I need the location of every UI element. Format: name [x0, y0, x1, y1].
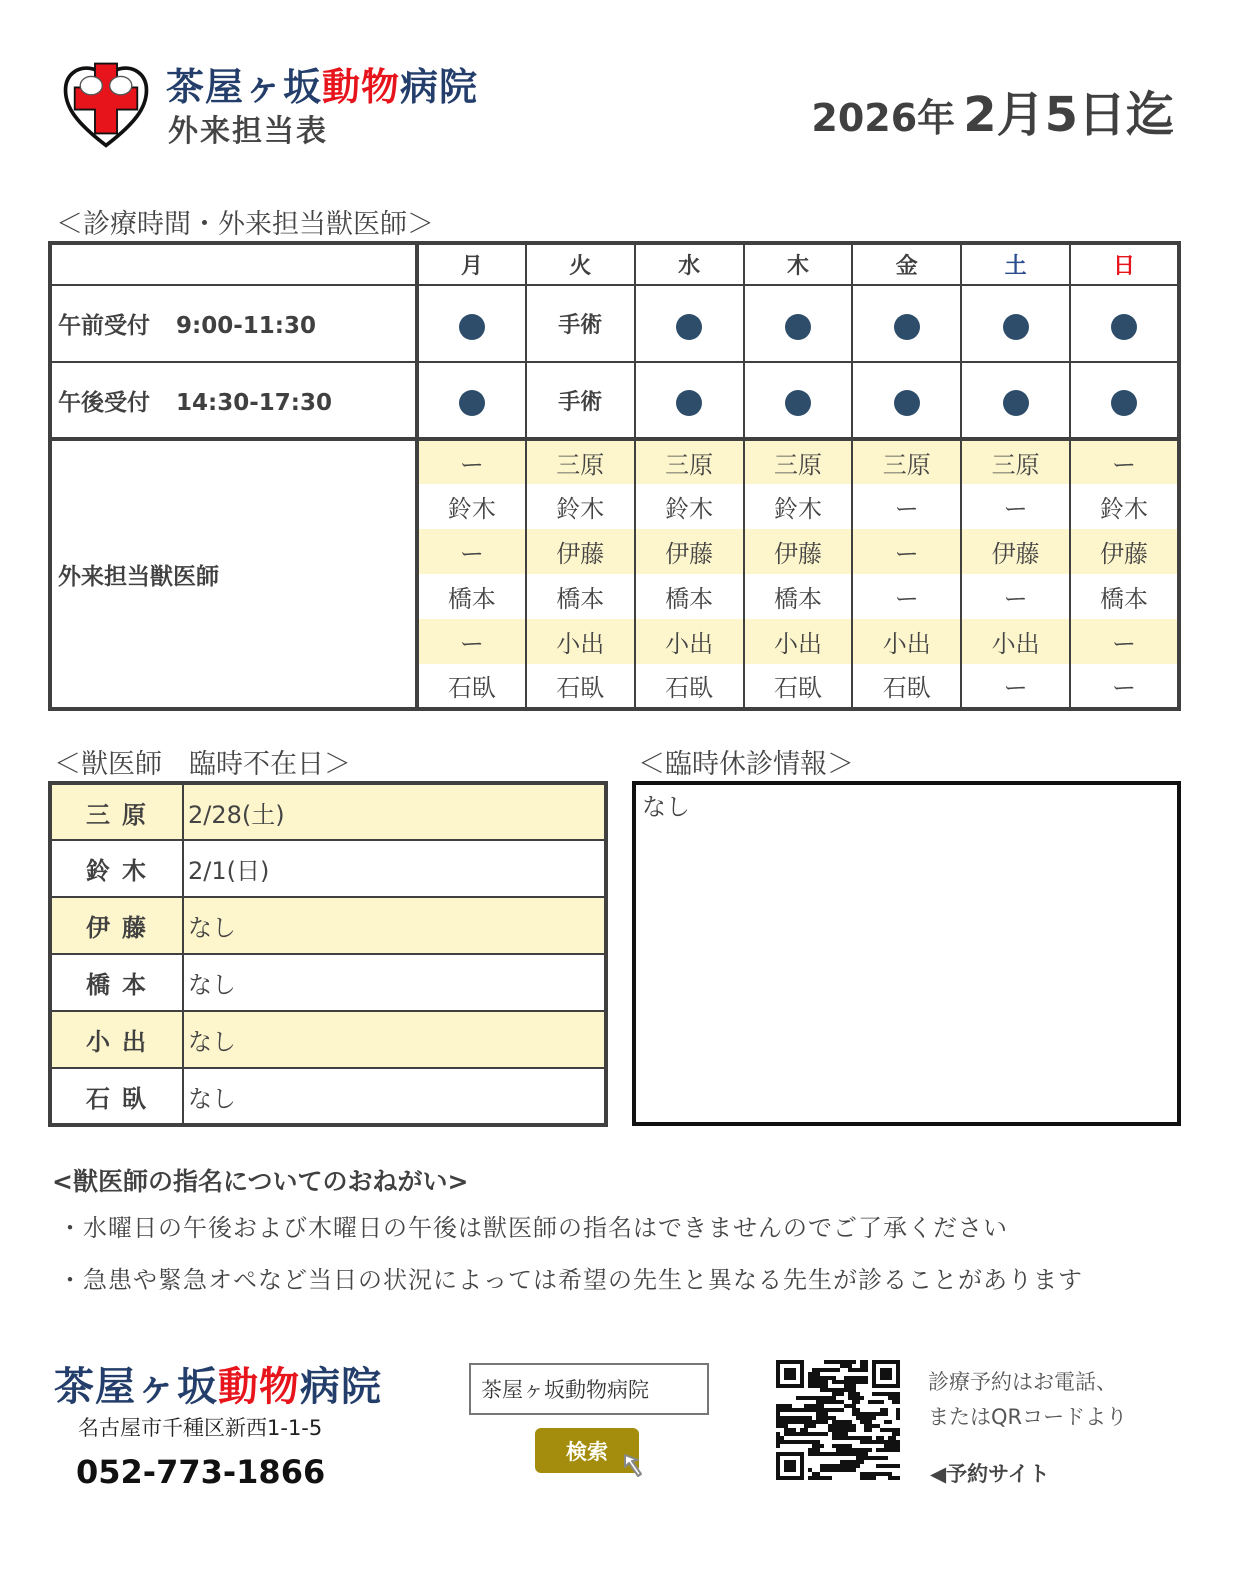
- vet-cell: ー: [961, 574, 1070, 619]
- open-dot-icon: [894, 314, 920, 340]
- vet-cell: 三原: [744, 439, 853, 484]
- vet-cell: 三原: [961, 439, 1070, 484]
- open-dot-icon: [459, 390, 485, 416]
- session-cell: [744, 285, 853, 362]
- vet-cell: 橋本: [1070, 574, 1179, 619]
- vet-cell: 石臥: [744, 664, 853, 709]
- open-dot-icon: [1003, 314, 1029, 340]
- vet-cell: 伊藤: [526, 529, 635, 574]
- session-cell: [526, 362, 635, 439]
- note-item: ・水曜日の午後および木曜日の午後は獣医師の指名はできませんのでご了承ください: [58, 1214, 1008, 1242]
- vet-cell: ー: [417, 439, 526, 484]
- absence-row: [50, 840, 606, 897]
- vet-cell: 伊藤: [635, 529, 744, 574]
- absence-row: [50, 954, 606, 1011]
- vet-cell: 伊藤: [1070, 529, 1179, 574]
- vet-cell: 三原: [635, 439, 744, 484]
- absence-date: 2/1(日): [183, 840, 606, 897]
- vet-cell: 小出: [635, 619, 744, 664]
- absence-date: なし: [183, 1011, 606, 1068]
- vet-cell: 鈴木: [417, 484, 526, 529]
- vet-cell: 橋本: [744, 574, 853, 619]
- absence-table: [48, 781, 608, 1127]
- session-cell: [961, 285, 1070, 362]
- day-header: 月: [417, 243, 526, 285]
- name-part-red: 動物: [218, 1364, 300, 1410]
- vet-cell: 石臥: [635, 664, 744, 709]
- day-header: 木: [744, 243, 853, 285]
- vet-cell: 小出: [852, 619, 961, 664]
- open-dot-icon: [676, 314, 702, 340]
- session-name: 午前受付: [58, 313, 150, 339]
- open-dot-icon: [785, 314, 811, 340]
- vet-row: [50, 439, 1179, 484]
- vet-cell: ー: [852, 484, 961, 529]
- absence-title: ＜獣医師 臨時不在日＞: [54, 749, 351, 780]
- session-cell: [635, 285, 744, 362]
- absence-date: なし: [183, 1068, 606, 1125]
- address: 名古屋市千種区新西1-1-5: [78, 1416, 323, 1440]
- date-month-day: 2月5日迄: [963, 87, 1174, 143]
- open-dot-icon: [1003, 390, 1029, 416]
- schedule-table: [48, 241, 1181, 711]
- open-dot-icon: [1111, 390, 1137, 416]
- schedule-header-row: [50, 243, 1179, 285]
- vet-name: 石臥: [50, 1068, 183, 1125]
- vet-cell: 石臥: [852, 664, 961, 709]
- absence-row: [50, 1068, 606, 1125]
- closure-text: なし: [642, 793, 690, 821]
- qr-caption-line1: 診療予約はお電話、: [928, 1370, 1117, 1394]
- session-name: 午後受付: [58, 389, 150, 416]
- session-cell: [961, 362, 1070, 439]
- vet-cell: 橋本: [526, 574, 635, 619]
- session-cell: [526, 285, 635, 362]
- name-part: 病院: [400, 65, 479, 109]
- vet-cell: 橋本: [417, 574, 526, 619]
- date-year: 2026年: [811, 96, 956, 140]
- vet-cell: ー: [1070, 619, 1179, 664]
- name-part: 病院: [300, 1364, 382, 1410]
- day-header: 金: [852, 243, 961, 285]
- vet-cell: 石臥: [417, 664, 526, 709]
- session-label: [50, 285, 417, 362]
- vet-cell: 三原: [852, 439, 961, 484]
- vet-cell: 三原: [526, 439, 635, 484]
- vet-cell: 小出: [744, 619, 853, 664]
- vet-cell: ー: [1070, 439, 1179, 484]
- vet-cell: 伊藤: [961, 529, 1070, 574]
- absence-date: なし: [183, 954, 606, 1011]
- search-button[interactable]: 検索: [535, 1428, 639, 1473]
- vet-cell: 伊藤: [744, 529, 853, 574]
- name-part: 茶屋ヶ坂: [54, 1364, 218, 1410]
- corner-cell: [50, 243, 417, 285]
- schedule-title: ＜診療時間・外来担当獣医師＞: [56, 209, 434, 240]
- vet-cell: ー: [961, 484, 1070, 529]
- session-label: [50, 362, 417, 439]
- hospital-logo-icon: [60, 58, 152, 150]
- session-cell: [635, 362, 744, 439]
- phone-number: 052-773-1866: [76, 1453, 326, 1491]
- surgery-label: 手術: [558, 389, 603, 415]
- absence-date: 2/28(土): [183, 783, 606, 840]
- footer-hospital-name: [54, 1355, 382, 1412]
- open-dot-icon: [894, 390, 920, 416]
- hospital-name: [166, 56, 478, 111]
- note-item: ・急患や緊急オペなど当日の状況によっては希望の先生と異なる先生が診ることがあります: [58, 1266, 1083, 1294]
- pointer-cursor-icon: [622, 1452, 646, 1480]
- vet-cell: ー: [417, 529, 526, 574]
- session-cell: [417, 285, 526, 362]
- session-time: 9:00-11:30: [176, 313, 316, 339]
- vet-cell: 小出: [961, 619, 1070, 664]
- vet-cell: 鈴木: [635, 484, 744, 529]
- day-header: 水: [635, 243, 744, 285]
- valid-until-date: [811, 76, 1174, 145]
- vet-cell: ー: [852, 574, 961, 619]
- session-cell: [1070, 362, 1179, 439]
- vet-cell: ー: [961, 664, 1070, 709]
- vet-cell: ー: [1070, 664, 1179, 709]
- reservation-site-link[interactable]: ◀予約サイト: [930, 1462, 1050, 1486]
- notes-title: <獣医師の指名についてのおねがい>: [52, 1167, 469, 1196]
- vet-cell: 小出: [526, 619, 635, 664]
- search-input[interactable]: [469, 1363, 709, 1415]
- vet-name: 鈴木: [50, 840, 183, 897]
- vet-cell: 鈴木: [744, 484, 853, 529]
- closure-info-box: [632, 781, 1181, 1126]
- session-row-afternoon: [50, 362, 1179, 439]
- session-cell: [417, 362, 526, 439]
- closure-title: ＜臨時休診情報＞: [638, 749, 854, 780]
- session-cell: [744, 362, 853, 439]
- vet-cell: 鈴木: [526, 484, 635, 529]
- vet-name: 小出: [50, 1011, 183, 1068]
- session-row-morning: [50, 285, 1179, 362]
- name-part: 茶屋ヶ坂: [166, 65, 323, 109]
- page-subtitle: 外来担当表: [168, 114, 328, 149]
- day-header-sunday: 日: [1070, 243, 1179, 285]
- qr-caption-line2: またはQRコードより: [928, 1405, 1128, 1429]
- vet-cell: ー: [417, 619, 526, 664]
- surgery-label: 手術: [558, 313, 603, 338]
- session-time: 14:30-17:30: [176, 389, 332, 416]
- session-cell: [852, 362, 961, 439]
- vet-label: 外来担当獣医師: [50, 439, 417, 709]
- vet-cell: 鈴木: [1070, 484, 1179, 529]
- vet-cell: ー: [852, 529, 961, 574]
- day-header-saturday: 土: [961, 243, 1070, 285]
- absence-row: [50, 897, 606, 954]
- vet-name: 伊藤: [50, 897, 183, 954]
- open-dot-icon: [676, 390, 702, 416]
- open-dot-icon: [1111, 314, 1137, 340]
- name-part-red: 動物: [322, 65, 401, 109]
- open-dot-icon: [785, 390, 811, 416]
- vet-name: 橋本: [50, 954, 183, 1011]
- day-header: 火: [526, 243, 635, 285]
- vet-cell: 橋本: [635, 574, 744, 619]
- qr-code-icon[interactable]: [776, 1360, 900, 1480]
- session-cell: [1070, 285, 1179, 362]
- vet-cell: 石臥: [526, 664, 635, 709]
- absence-date: なし: [183, 897, 606, 954]
- vet-name: 三原: [50, 783, 183, 840]
- absence-row: [50, 783, 606, 840]
- absence-row: [50, 1011, 606, 1068]
- session-cell: [852, 285, 961, 362]
- open-dot-icon: [459, 314, 485, 340]
